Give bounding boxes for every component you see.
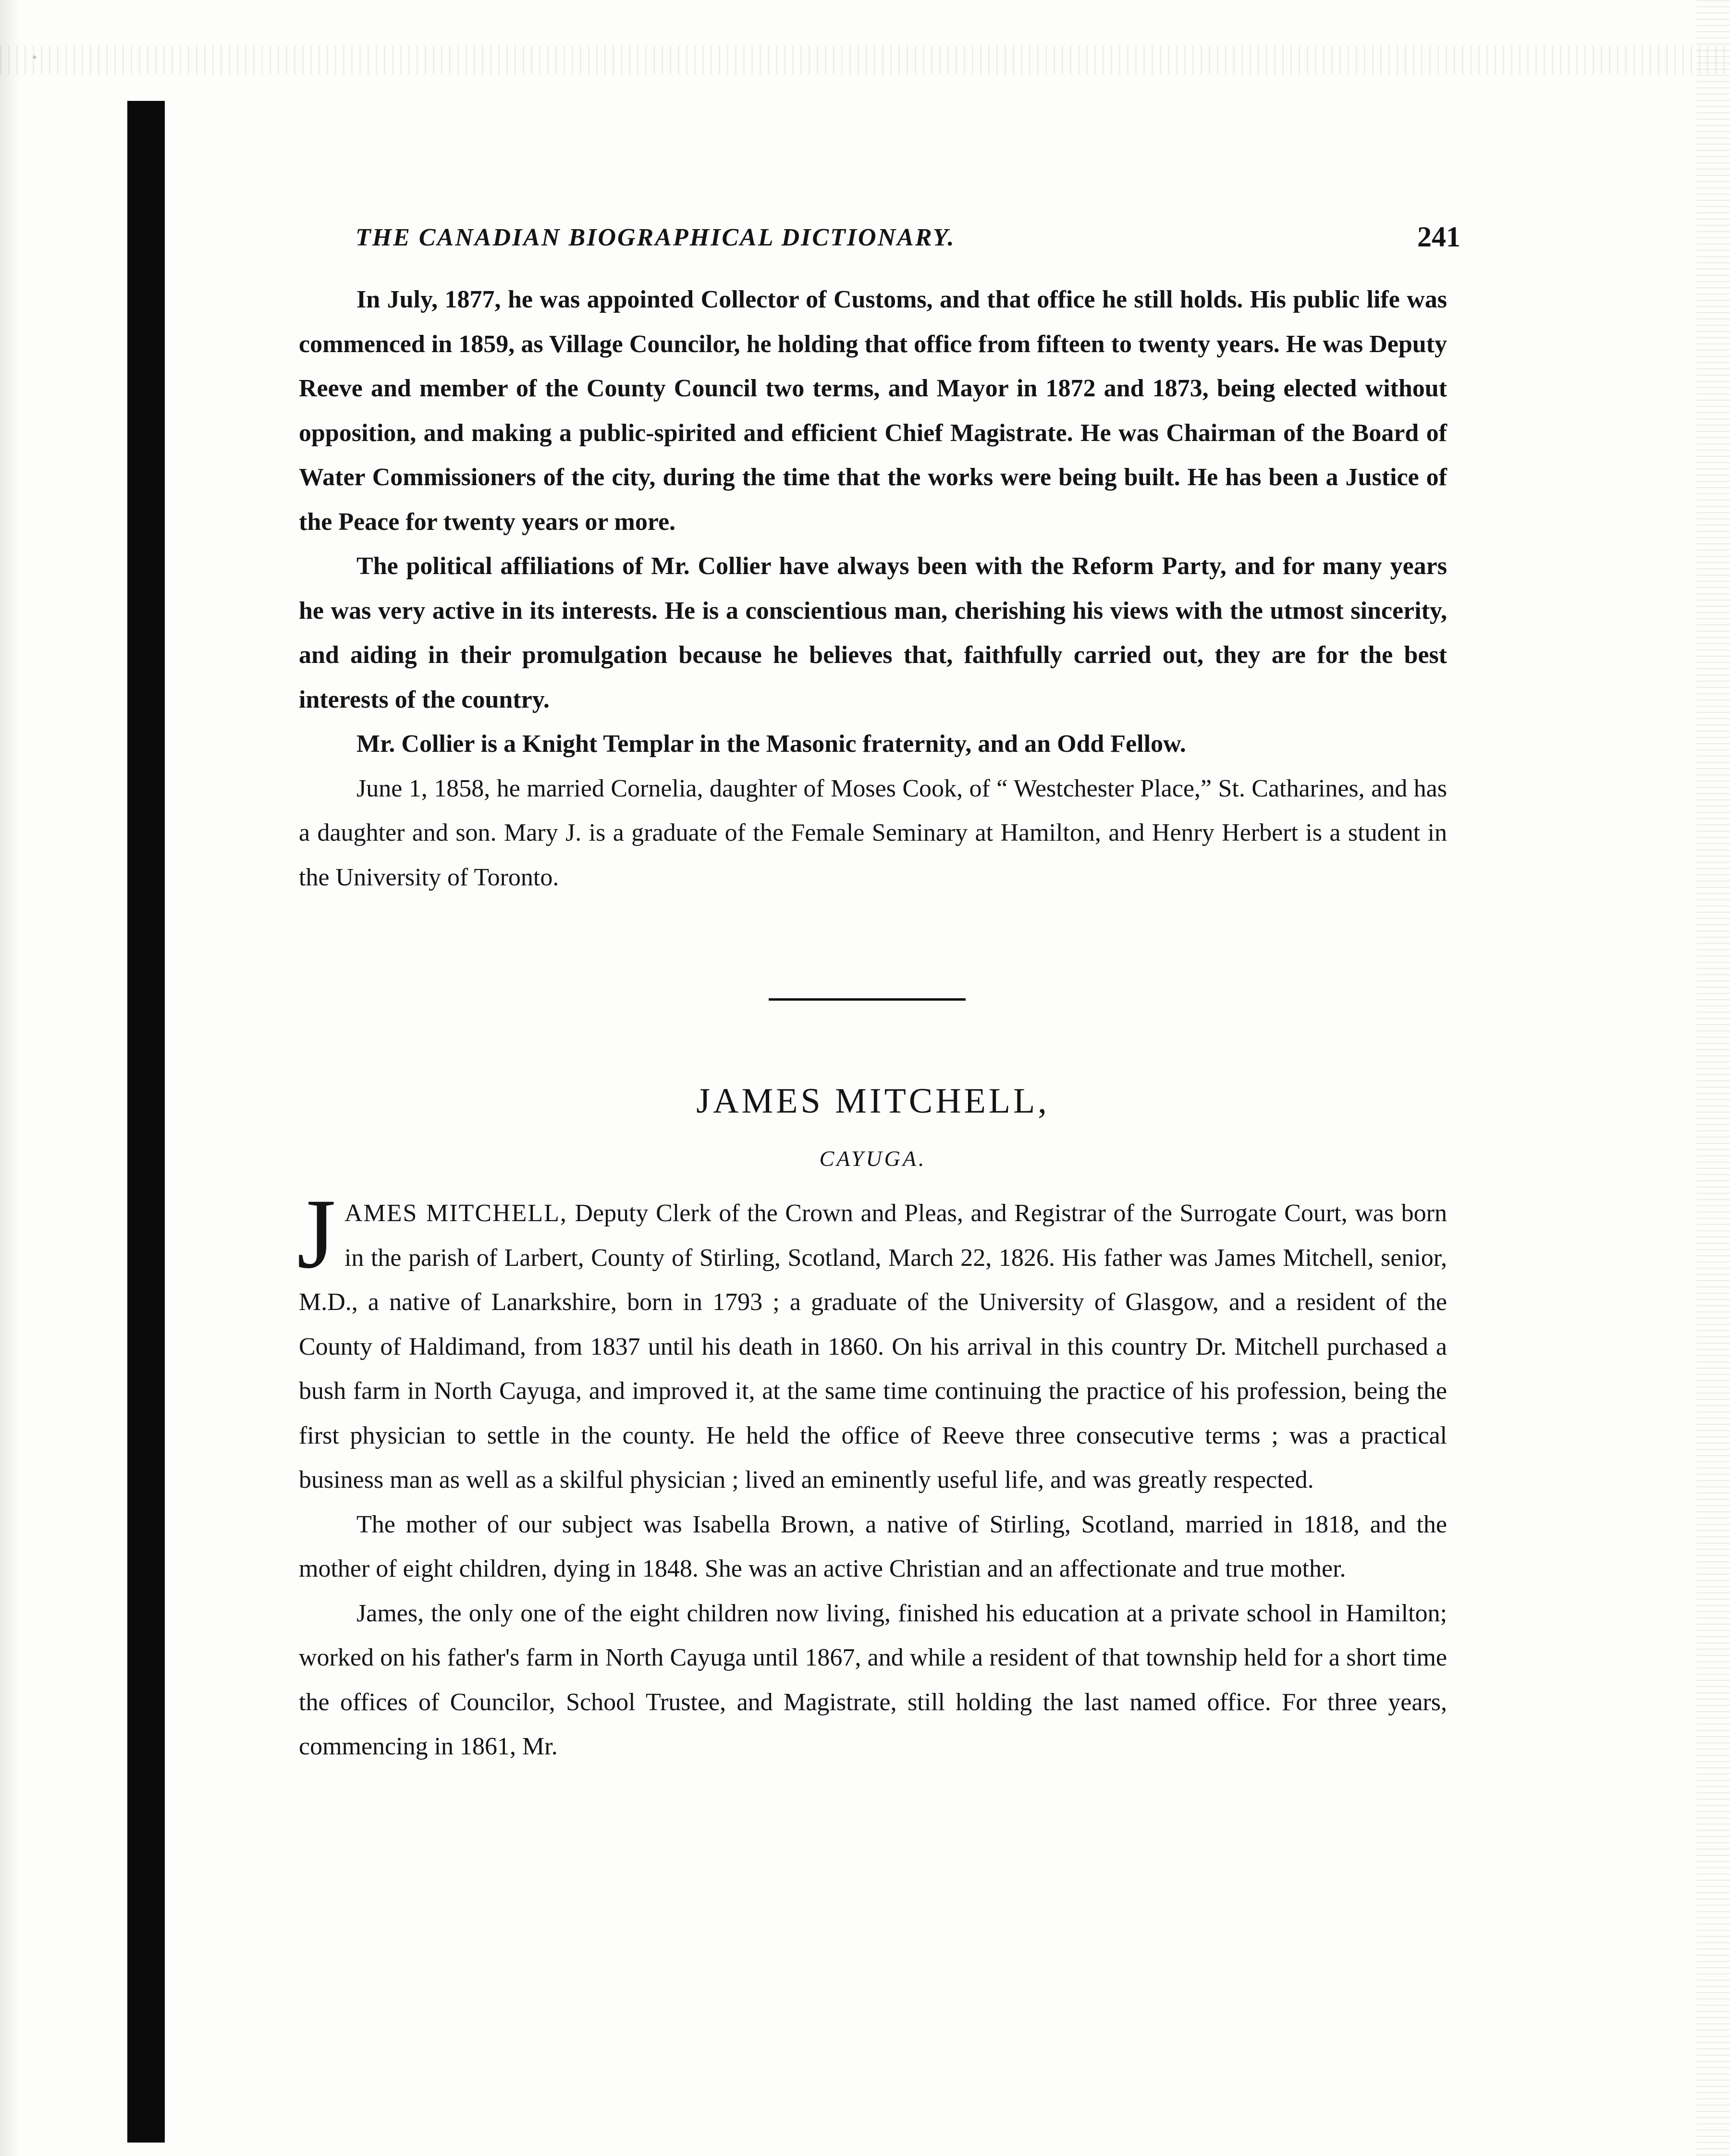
scan-right-edge — [1696, 0, 1730, 2156]
previous-entry-text — [299, 278, 1447, 900]
opening-paragraph-text: Deputy Clerk of the Crown and Pleas, and Registrar of the Surrogate Court, was born in the parish of Larbert, County of Stirling, Scotland, March 22, 1826. His father was James Mitchell, senior, M.D., a native of Lanarkshire, born in 1793 ; a graduate of the University of Glasgow, and a resident of the County of Haldimand, from 1837 until his death in 1860. On his arrival in this country Dr. Mitchell purchased a bush farm in North Cayuga, and improved it, at the same time continuing the practice of his profession, being the first physician to settle in the county. He held the office of Reeve three consecutive terms ; was a practical business man as well as a skilful physician ; lived an eminently useful life, and was greatly respected. — [299, 1200, 1447, 1494]
paragraph: Mr. Collier is a Knight Templar in the Masonic fraternity, and an Odd Fellow. — [356, 730, 1186, 758]
paragraph: June 1, 1858, he married Cornelia, daughter of Moses Cook, of “ Westchester Place,” St. Catharines, and has a daughter and son. Mary J. is a graduate of the Female Seminary at Hamilton, and Henry Herbert is a student in the University of Toronto. — [299, 774, 1447, 891]
page-number: 241 — [1417, 221, 1460, 253]
section-divider — [769, 998, 966, 1001]
running-title: THE CANADIAN BIOGRAPHICAL DICTIONARY. — [356, 224, 956, 251]
entry-text — [297, 1178, 1447, 1769]
paragraph: James, the only one of the eight children now living, finished his education at a private school in Hamilton; worked on his father's farm in North Cayuga until 1867, and while a resident of that township held for a short time the offices of Councilor, School Trustee, and Magistrate, still holding the last named office. For three years, commencing in 1861, Mr. — [299, 1599, 1447, 1760]
opening-paragraph — [297, 1178, 1447, 1503]
paragraph: The political affiliations of Mr. Collier have always been with the Reform Party, and for many years he was very active in its interests. He is a conscientious man, cherishing his views with the utmost sincerity, and aiding in their promulgation because he believes that, faithfully carried out, they are for the best interests of the country. — [299, 552, 1447, 713]
drop-cap: J — [297, 1178, 336, 1289]
paragraph: The mother of our subject was Isabella Brown, a native of Stirling, Scotland, married in 1818, and the mother of eight children, dying in 1848. She was an active Christian and an affectionate and true mother. — [299, 1510, 1447, 1582]
paragraph: In July, 1877, he was appointed Collector of Customs, and that office he still holds. His public life was commenced in 1859, as Village Councilor, he holding that office from fifteen to twenty years. He was Deputy Reeve and member of the County Council two terms, and Mayor in 1872 and 1873, being elected without opposition, and making a public-spirited and efficient Chief Magistrate. He was Chairman of the Board of Water Commissioners of the city, during the time that the works were being built. He has been a Justice of the Peace for twenty years or more. — [299, 286, 1447, 536]
scan-binding-edge — [127, 101, 165, 2143]
entry-place: CAYUGA. — [819, 1146, 927, 1171]
opening-words: AMES MITCHELL, — [344, 1200, 567, 1227]
running-header — [356, 223, 1460, 262]
scan-left-shadow — [0, 0, 19, 2156]
scan-top-noise — [0, 46, 1730, 74]
entry-heading: JAMES MITCHELL, — [696, 1081, 1050, 1121]
